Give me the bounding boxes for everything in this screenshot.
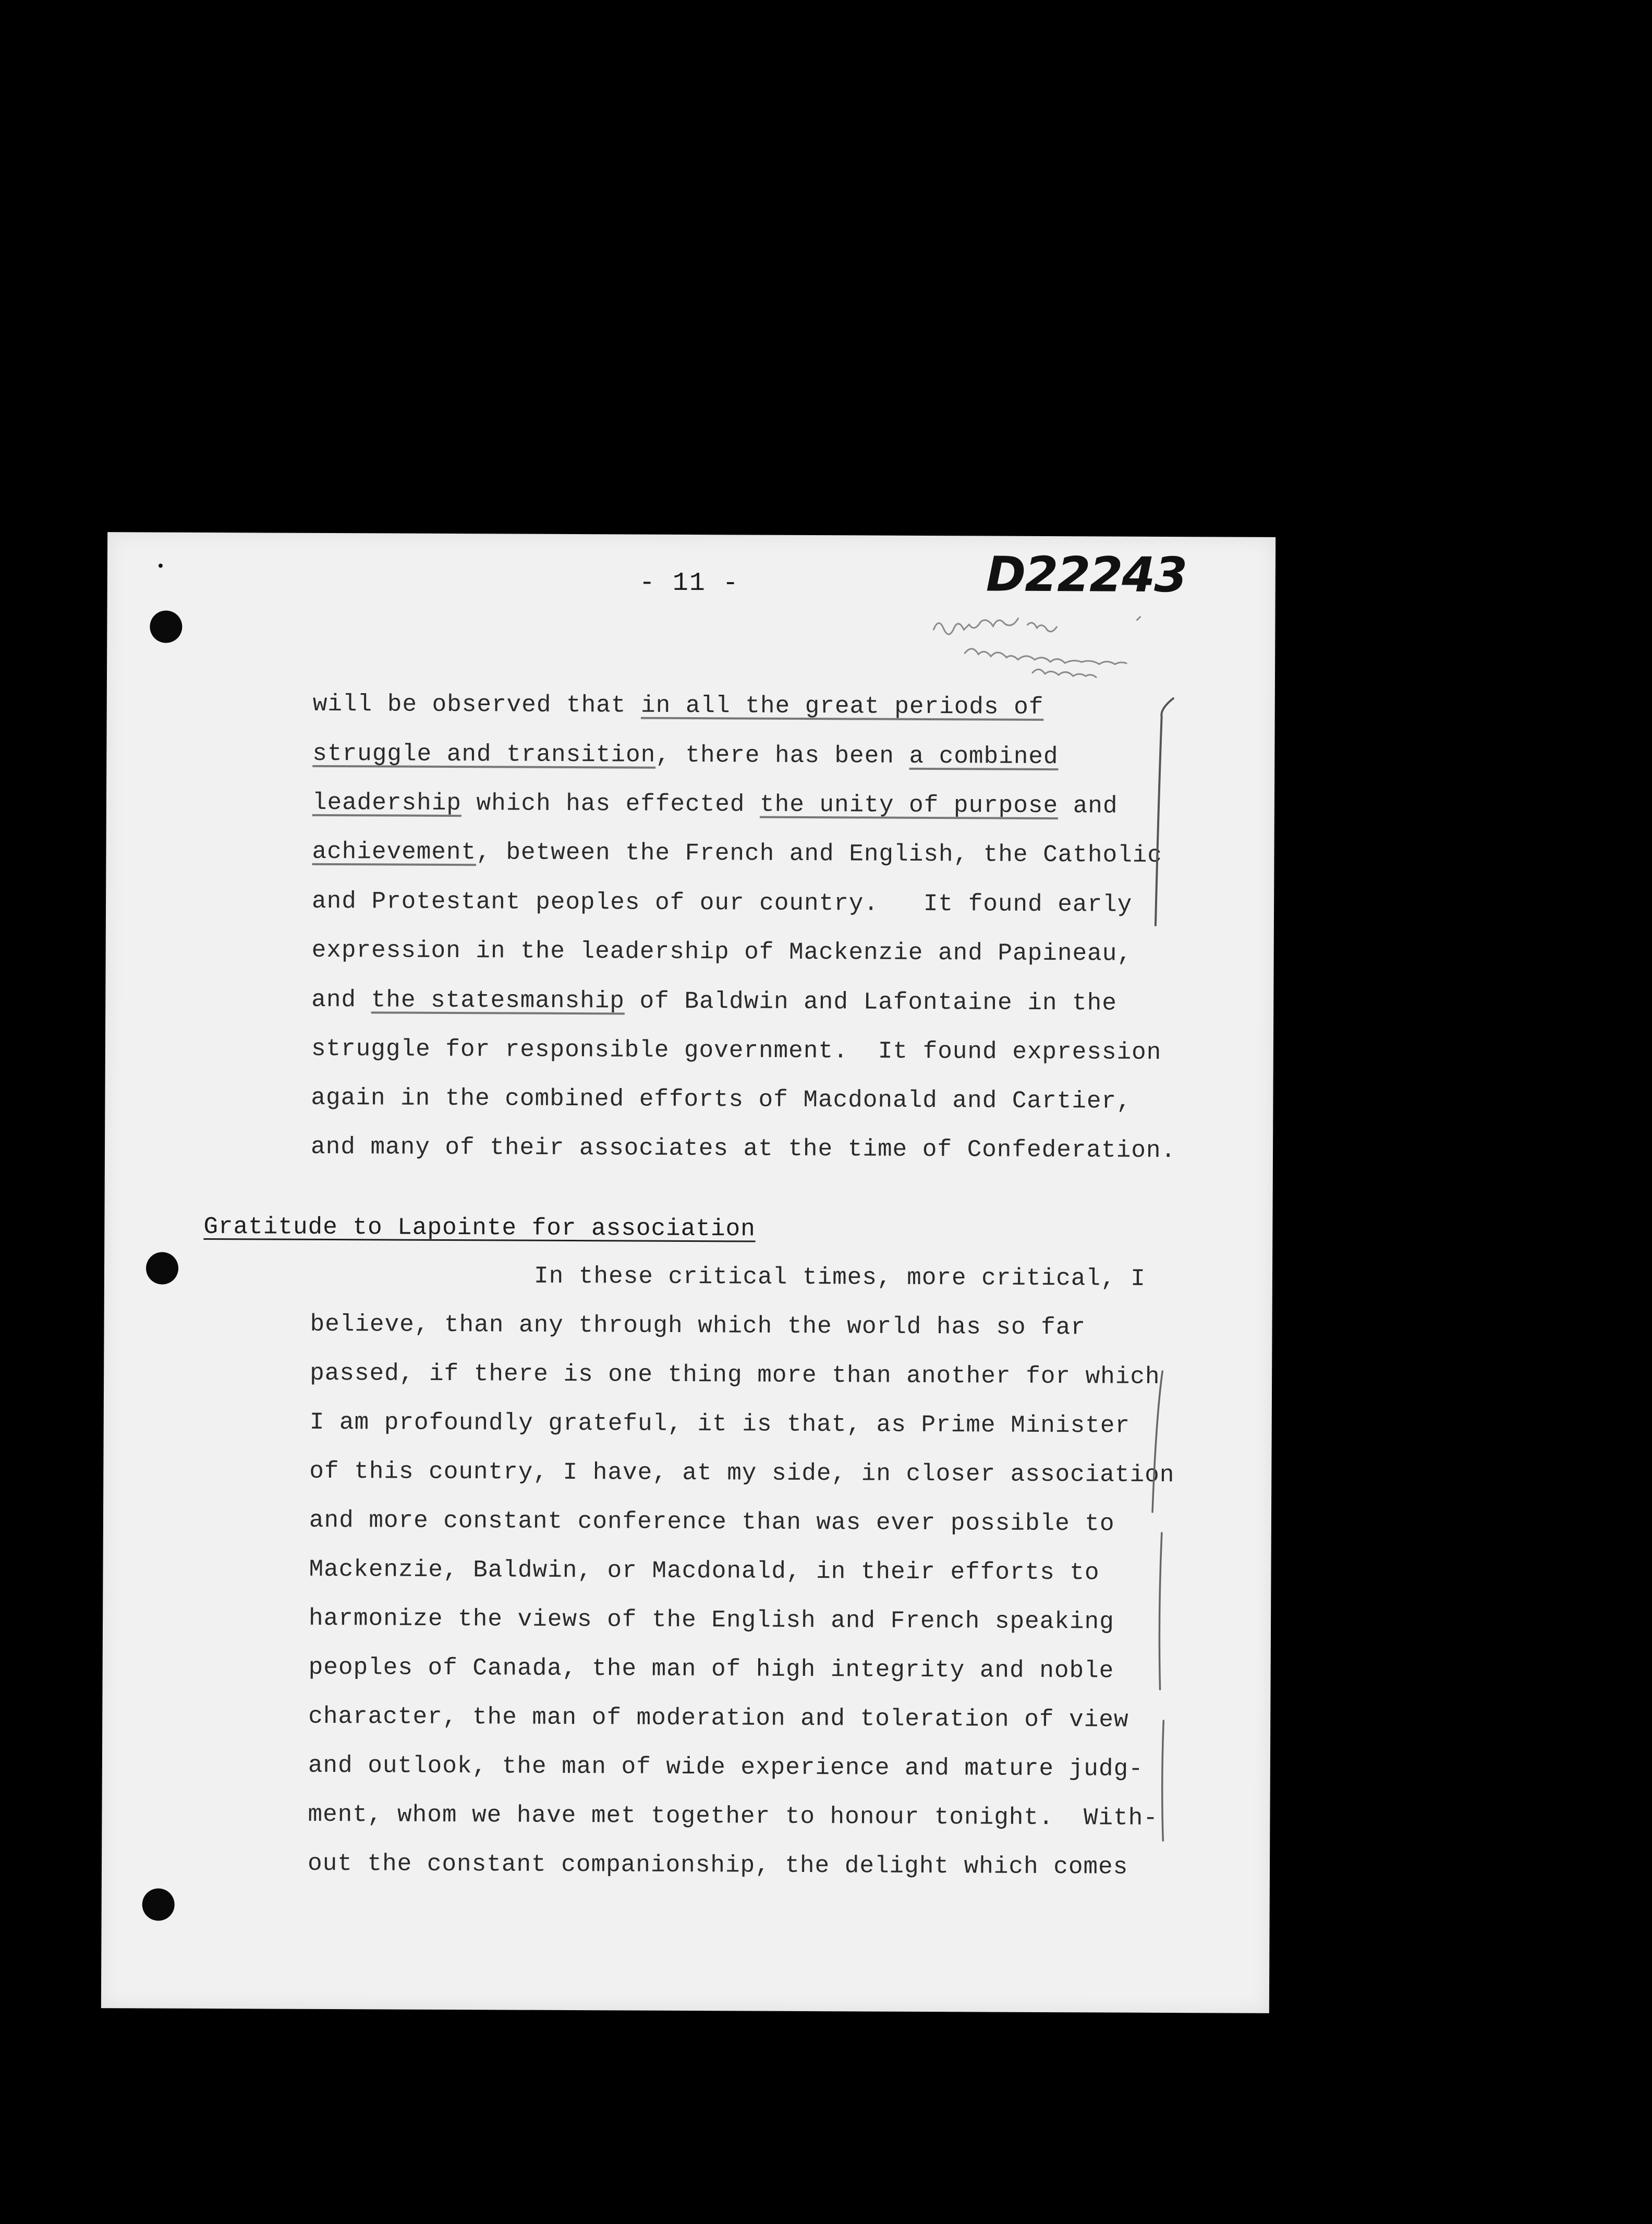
- pencil-margin-mark: [1146, 1366, 1188, 1522]
- pencil-margin-mark: [1152, 1715, 1184, 1851]
- pencil-margin-mark: [1149, 693, 1192, 933]
- text-line: struggle for responsible government. It found expression: [311, 1035, 1162, 1066]
- text-line: leadership which has effected the unity of purpose and: [312, 789, 1118, 820]
- text-line: and many of their associates at the time of Confederation.: [310, 1133, 1176, 1165]
- text-line: and the statesmanship of Baldwin and Lafontaine in the: [311, 986, 1117, 1017]
- document-code: D22243: [986, 546, 1187, 603]
- section-heading: Gratitude to Lapointe for association: [203, 1213, 756, 1243]
- text-line: believe, than any through which the world has so far: [310, 1310, 1086, 1341]
- text-line: again in the combined efforts of Macdonald and Cartier,: [311, 1084, 1132, 1115]
- text-line: and outlook, the man of wide experience and mature judg-: [308, 1751, 1144, 1783]
- text-line: of this country, I have, at my side, in closer association: [309, 1457, 1175, 1489]
- text-line: will be observed that in all the great periods of: [312, 690, 1044, 721]
- paper-speck: [159, 564, 163, 568]
- punch-hole-middle: [146, 1252, 178, 1284]
- punch-hole-bottom: [142, 1888, 175, 1920]
- text-line: character, the man of moderation and toleration of view: [308, 1702, 1129, 1734]
- text-line: Mackenzie, Baldwin, or Macdonald, in their efforts to: [309, 1555, 1100, 1587]
- pencil-margin-mark: [1150, 1528, 1182, 1700]
- text-line: passed, if there is one thing more than another for which: [310, 1359, 1160, 1391]
- text-line: and Protestant peoples of our country. It found early: [311, 887, 1133, 918]
- text-line: ment, whom we have met together to honour tonight. With-: [308, 1800, 1159, 1832]
- text-line: harmonize the views of the English and French speaking: [308, 1604, 1114, 1636]
- text-line: In these critical times, more critical, I: [310, 1261, 1146, 1292]
- text-line: peoples of Canada, the man of high integrity and noble: [308, 1653, 1114, 1685]
- text-line: struggle and transition, there has been a combined: [312, 740, 1059, 771]
- text-line: expression in the leadership of Mackenzie and Papineau,: [311, 936, 1133, 968]
- punch-hole-top: [150, 610, 182, 643]
- text-line: out the constant companionship, the delight which comes: [307, 1850, 1128, 1881]
- text-line: and more constant conference than was ever possible to: [309, 1506, 1115, 1538]
- document-page: [101, 532, 1276, 2013]
- page-number: - 11 -: [639, 568, 739, 599]
- text-line: I am profoundly grateful, it is that, as Prime Minister: [309, 1408, 1131, 1440]
- text-line: achievement, between the French and English, the Catholic: [312, 838, 1163, 869]
- handwritten-margin-note: [928, 609, 1273, 683]
